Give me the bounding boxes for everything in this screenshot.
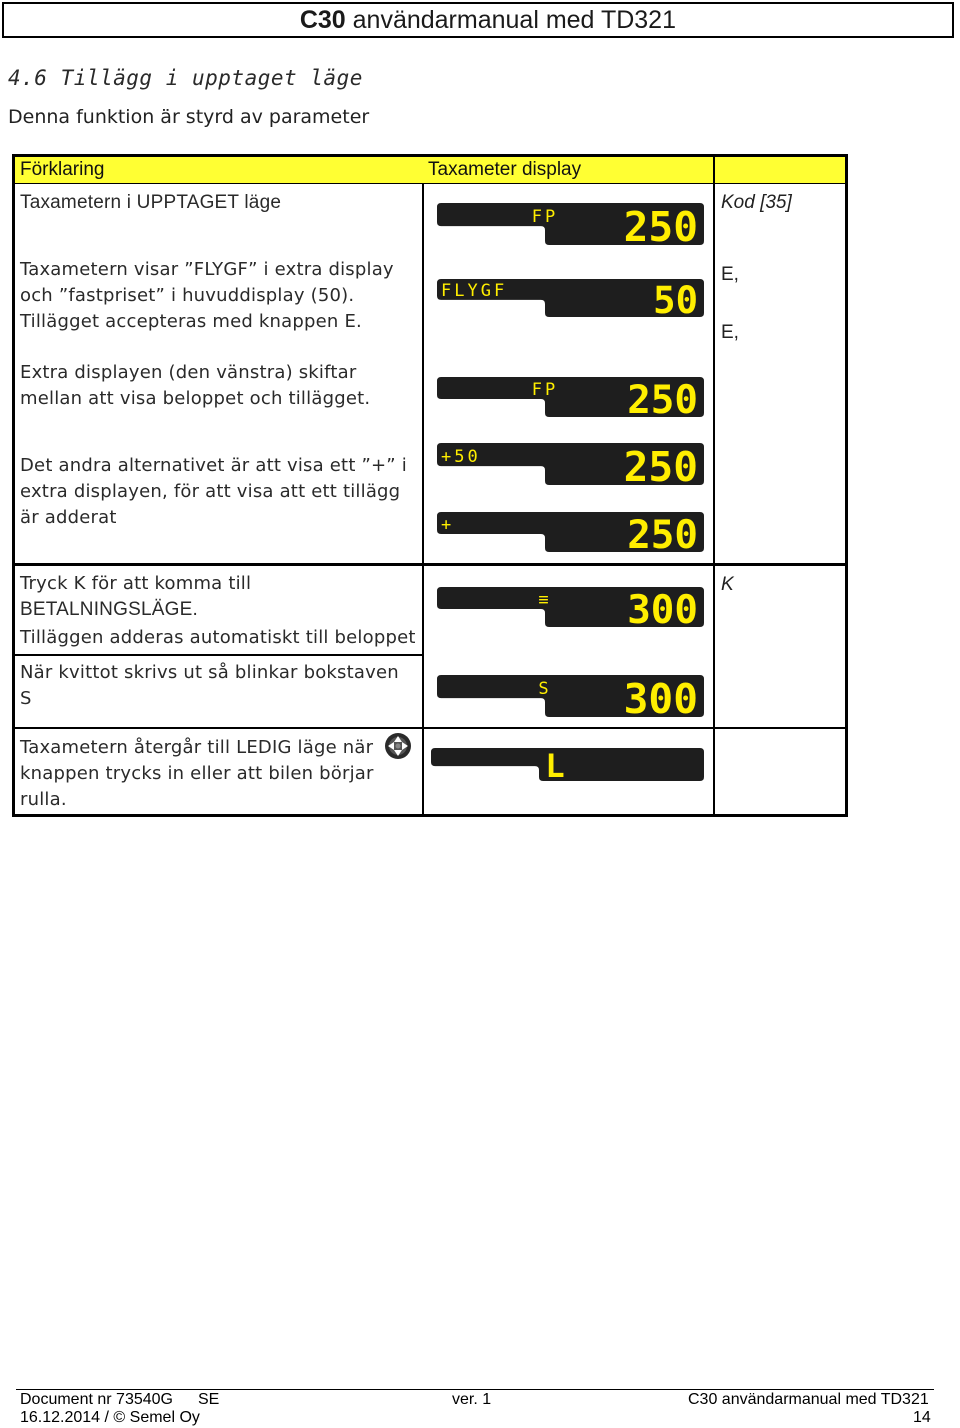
lcd-main-display-text: 300 bbox=[627, 588, 698, 633]
header-title-bold: C30 bbox=[299, 6, 346, 34]
taxameter-display-6 bbox=[437, 587, 704, 633]
lcd-main-display-text: 250 bbox=[623, 203, 698, 251]
taxameter-display-8 bbox=[431, 747, 704, 785]
lcd-main-display-text: 300 bbox=[623, 675, 698, 723]
row2-line1: Taxametern visar ”FLYGF” i extra display bbox=[20, 259, 394, 280]
taxameter-display-3 bbox=[437, 377, 704, 423]
footer-rule bbox=[16, 1389, 934, 1390]
row3-line1: Det andra alternativet är att visa ett ”+” i bbox=[20, 455, 407, 476]
row4-line3: Tilläggen adderas automatiskt till beloppet bbox=[20, 627, 416, 648]
lcd-extra-display-text: ≡ bbox=[538, 590, 552, 610]
row4-line2: BETALNINGSLÄGE. bbox=[20, 599, 198, 620]
footer-page-number: 14 bbox=[913, 1409, 931, 1426]
row2-line5: mellan att visa beloppet och tillägget. bbox=[20, 388, 371, 409]
footer-lang: SE bbox=[198, 1391, 220, 1408]
footer-version: ver. 1 bbox=[452, 1391, 492, 1408]
taxameter-display-5 bbox=[437, 512, 704, 558]
row4-line1: Tryck K för att komma till bbox=[20, 573, 252, 594]
section-title: 4.6 Tillägg i upptaget läge bbox=[8, 66, 363, 90]
row3-line3: är adderat bbox=[20, 507, 117, 528]
lcd-main-display-text: L bbox=[545, 747, 565, 785]
lcd-extra-display-text: + bbox=[441, 515, 455, 535]
table-header-display: Taxameter display bbox=[428, 159, 582, 180]
section-intro: Denna funktion är styrd av parameter bbox=[8, 106, 370, 128]
lcd-main-display-text: 250 bbox=[623, 443, 698, 491]
footer-doc-number: Document nr 73540G bbox=[20, 1391, 173, 1408]
row3-line2: extra displayen, för att visa att ett tillägg bbox=[20, 481, 401, 502]
lcd-main-display-text: 50 bbox=[653, 278, 698, 322]
row1-text: Taxametern i UPPTAGET läge bbox=[20, 192, 282, 213]
row1-code: Kod [35] bbox=[721, 192, 792, 213]
row6-line2: knappen trycks in eller att bilen börjar bbox=[20, 763, 374, 784]
row2-code2: E, bbox=[721, 322, 739, 343]
row5-line1: När kvittot skrivs ut så blinkar bokstaven bbox=[20, 662, 399, 683]
lcd-extra-display-text: FLYGF bbox=[441, 280, 508, 301]
row4-code: K bbox=[721, 574, 734, 595]
row6-line1: Taxametern återgår till LEDIG läge när bbox=[20, 737, 374, 758]
taxameter-display-4 bbox=[437, 443, 704, 491]
lcd-extra-display-text: S bbox=[538, 679, 552, 700]
lcd-extra-display-text: FP bbox=[531, 207, 559, 228]
lcd-extra-display-text: +50 bbox=[441, 447, 481, 468]
lcd-main-display-text: 250 bbox=[627, 378, 698, 423]
lcd-panel bbox=[431, 748, 704, 781]
table-header-explanation: Förklaring bbox=[20, 159, 105, 180]
row2-line3: Tillägget accepteras med knappen E. bbox=[20, 311, 362, 332]
lcd-main-display-text: 250 bbox=[627, 513, 698, 558]
row2-code1: E, bbox=[721, 264, 739, 285]
row2-line4: Extra displayen (den vänstra) skiftar bbox=[20, 362, 357, 383]
lcd-extra-display-text: FP bbox=[531, 380, 559, 400]
taxameter-display-7 bbox=[437, 675, 704, 723]
row6-line3: rulla. bbox=[20, 789, 67, 810]
header-title-rest: användarmanual med TD321 bbox=[345, 6, 676, 34]
taxameter-display-2 bbox=[437, 278, 704, 322]
taxameter-display-1 bbox=[437, 203, 704, 251]
row5-line2: S bbox=[20, 688, 32, 709]
footer-manual-title: C30 användarmanual med TD321 bbox=[688, 1391, 929, 1408]
footer-date: 16.12.2014 / © Semel Oy bbox=[20, 1409, 200, 1426]
row2-line2: och ”fastpriset” i huvuddisplay (50). bbox=[20, 285, 355, 306]
